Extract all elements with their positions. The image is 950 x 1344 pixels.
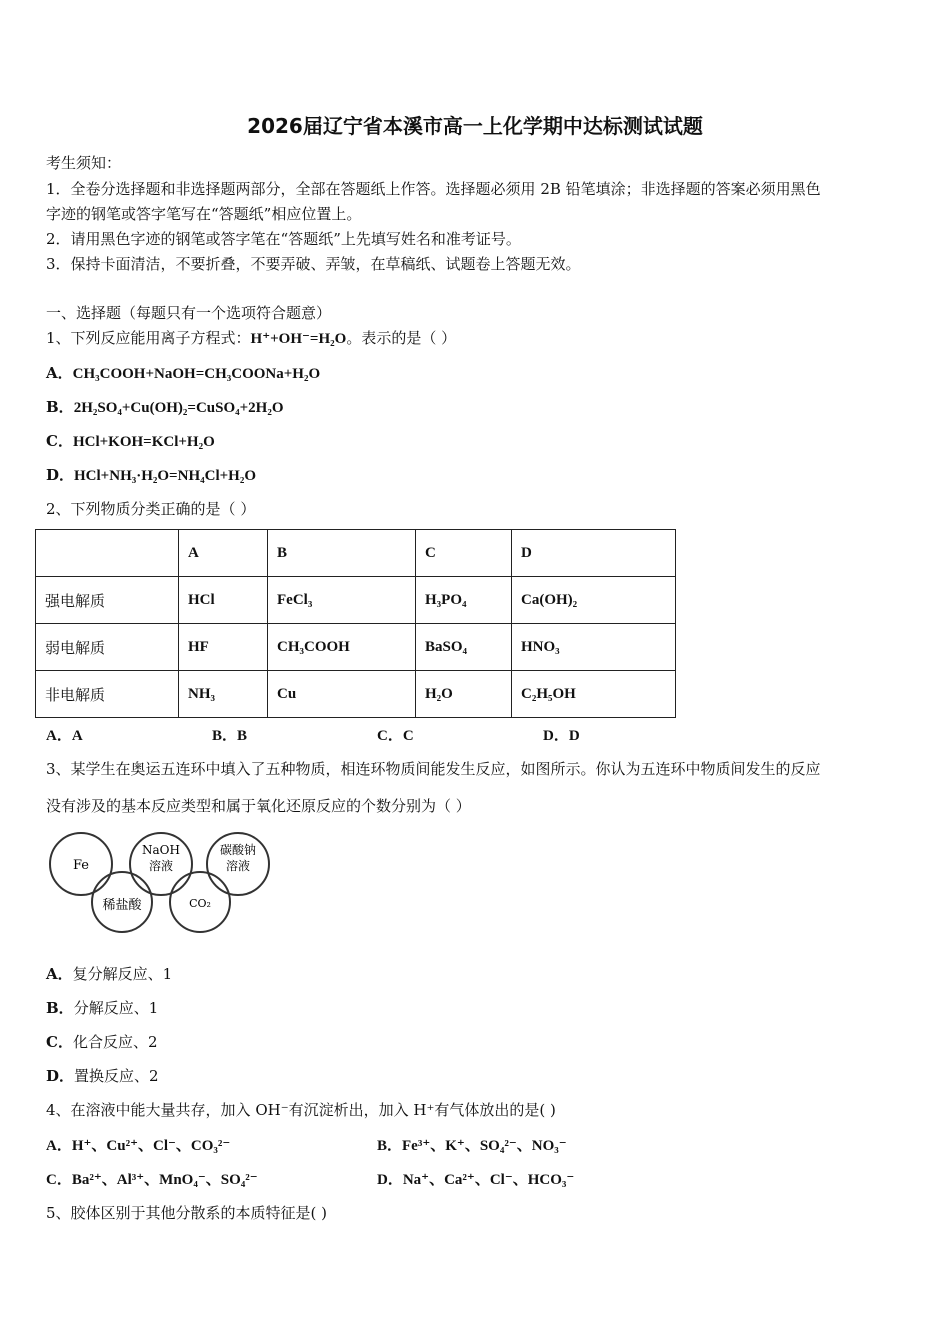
q2-stem: 2、下列物质分类正确的是（ ） [46, 500, 256, 518]
classification-table [35, 529, 676, 718]
q3-option-c-label: C． [46, 1033, 73, 1051]
q1-option-d-text: HCl+NH₃·H₂O=NH₄Cl+H₂O [74, 468, 256, 484]
table-cell: H₂O [416, 671, 512, 718]
q2-option-a: A．A [46, 728, 83, 744]
q4-option-b [377, 1134, 567, 1155]
table-cell: FeCl₃ [268, 577, 416, 624]
q3-option-d [46, 1065, 159, 1086]
table-cell: 强电解质 [36, 577, 179, 624]
q5-stem: 5、胶体区别于其他分散系的本质特征是( ) [46, 1204, 328, 1222]
notice-line-1a: 1．全卷分选择题和非选择题两部分，全部在答题纸上作答。选择题必须用 2B 铅笔填涂；非选择题的答案必须用黑色 [46, 180, 821, 198]
ring-label-co2: CO₂ [189, 897, 211, 910]
q3-option-c [46, 1031, 158, 1052]
table-cell: CH₃COOH [268, 624, 416, 671]
table-cell: HNO₃ [512, 624, 676, 671]
q1-option-a [46, 362, 320, 383]
table-header-cell [36, 530, 179, 577]
table-row [36, 577, 676, 624]
q4-option-d-text: Na⁺、Ca²⁺、Cl⁻、HCO₃⁻ [402, 1172, 575, 1188]
table-header-row [36, 530, 676, 577]
q2-option-b: B．B [212, 728, 248, 744]
q4-option-d [377, 1168, 574, 1189]
notice-line-2: 2．请用黑色字迹的钢笔或答字笔在“答题纸”上先填写姓名和准考证号。 [46, 230, 521, 248]
ring-label-na2co3-2: 溶液 [225, 859, 251, 873]
q1-option-a-label: A． [46, 364, 73, 382]
notice-heading: 考生须知： [46, 154, 122, 172]
q3-option-a-text: 复分解反应、1 [72, 965, 173, 983]
q4-option-c-text: Ba²⁺、Al³⁺、MnO₄⁻、SO₄²⁻ [71, 1172, 258, 1188]
ring-label-naoh-1: NaOH [142, 843, 180, 857]
table-cell: 弱电解质 [36, 624, 179, 671]
q3-option-a [46, 963, 172, 984]
table-cell: H₃PO₄ [416, 577, 512, 624]
q4-stem: 4、在溶液中能大量共存，加入 OH⁻有沉淀析出，加入 H⁺有气体放出的是( ) [46, 1101, 556, 1119]
q1-option-c-text: HCl+KOH=KCl+H₂O [72, 434, 215, 450]
q1-stem-post: 。表示的是（ ） [346, 329, 457, 347]
q1-stem [46, 327, 456, 348]
notice-line-3: 3．保持卡面清洁，不要折叠，不要弄破、弄皱，在草稿纸、试题卷上答题无效。 [46, 255, 581, 273]
q1-option-c-label: C． [46, 432, 73, 450]
q1-option-a-text: CH₃COOH+NaOH=CH₃COONa+H₂O [72, 366, 321, 382]
ring-label-hcl: 稀盐酸 [102, 898, 142, 913]
q3-option-d-label: D． [46, 1067, 75, 1085]
q1-stem-equation: H⁺+OH⁻=H₂O [250, 331, 347, 347]
table-cell: NH₃ [179, 671, 268, 718]
table-cell: HF [179, 624, 268, 671]
q1-option-c [46, 430, 215, 451]
q3-option-b [46, 997, 158, 1018]
ring-label-naoh-2: 溶液 [148, 859, 174, 873]
q1-option-b-text: 2H₂SO₄+Cu(OH)₂=CuSO₄+2H₂O [73, 400, 284, 416]
q4-option-d-label: D． [377, 1172, 403, 1188]
q4-option-b-label: B． [377, 1138, 403, 1154]
table-header-cell: B [268, 530, 416, 577]
q3-option-a-label: A． [46, 965, 73, 983]
q4-option-a-text: H⁺、Cu²⁺、Cl⁻、CO₃²⁻ [71, 1138, 231, 1154]
table-header-cell: A [179, 530, 268, 577]
q1-option-d [46, 464, 256, 485]
table-cell: Cu [268, 671, 416, 718]
table-cell: 非电解质 [36, 671, 179, 718]
q3-stem-line-1: 3、某学生在奥运五连环中填入了五种物质，相连环物质间能发生反应，如图所示。你认为五连环中物质间发生的反应 [46, 760, 821, 778]
q3-option-b-label: B． [46, 999, 74, 1017]
table-row [36, 671, 676, 718]
q4-option-a-label: A． [46, 1138, 72, 1154]
q4-option-a [46, 1134, 230, 1155]
table-cell: BaSO₄ [416, 624, 512, 671]
q4-option-b-text: Fe³⁺、K⁺、SO₄²⁻、NO₃⁻ [402, 1138, 567, 1154]
table-header-cell: C [416, 530, 512, 577]
q2-option-c: C．C [377, 728, 414, 744]
q1-stem-pre: 1、下列反应能用离子方程式： [46, 329, 251, 347]
ring-label-na2co3-1: 碳酸钠 [219, 843, 257, 857]
olympic-rings-diagram [44, 826, 276, 934]
q1-option-d-label: D． [46, 466, 75, 484]
q3-stem-line-2: 没有涉及的基本反应类型和属于氧化还原反应的个数分别为（ ） [46, 797, 471, 815]
q1-option-b [46, 396, 284, 417]
q3-option-b-text: 分解反应、1 [73, 999, 159, 1017]
table-cell: Ca(OH)₂ [512, 577, 676, 624]
q1-option-b-label: B． [46, 398, 74, 416]
q4-option-c-label: C． [46, 1172, 72, 1188]
section-heading: 一、选择题（每题只有一个选项符合题意） [46, 304, 332, 322]
q3-option-d-text: 置换反应、2 [74, 1067, 159, 1085]
q3-option-c-text: 化合反应、2 [72, 1033, 158, 1051]
table-cell: HCl [179, 577, 268, 624]
q2-option-d: D．D [543, 728, 580, 744]
notice-line-1b: 字迹的钢笔或答字笔写在“答题纸”相应位置上。 [46, 205, 362, 223]
table-header-cell: D [512, 530, 676, 577]
q4-option-c [46, 1168, 258, 1189]
ring-label-fe: Fe [72, 858, 90, 873]
table-row [36, 624, 676, 671]
table-cell: C₂H₅OH [512, 671, 676, 718]
page-title: 2026届辽宁省本溪市高一上化学期中达标测试试题 [247, 114, 703, 138]
